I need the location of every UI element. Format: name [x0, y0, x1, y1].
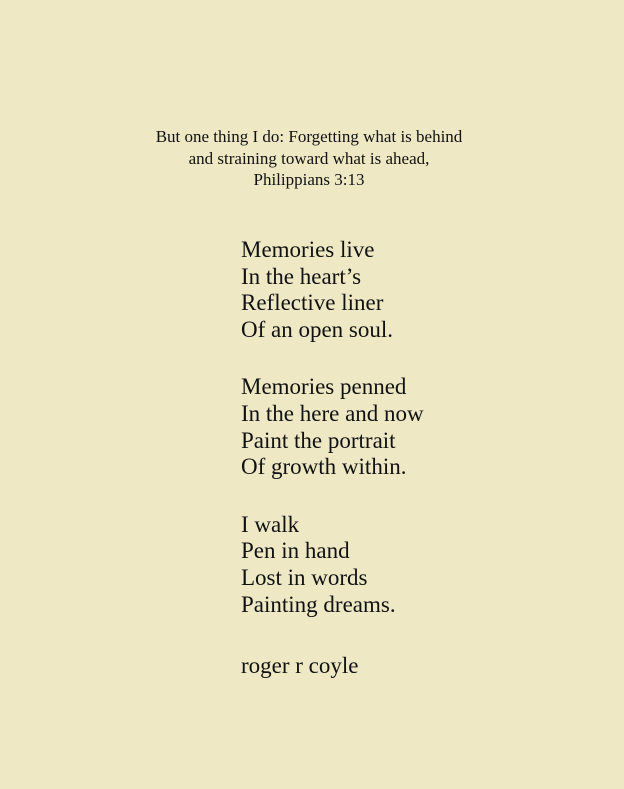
poem-line: In the here and now [241, 400, 424, 426]
stanza-break [241, 343, 424, 374]
author-signature: roger r coyle [241, 653, 359, 678]
poem-line: Of growth within. [241, 454, 407, 480]
poem-line: I walk [241, 511, 300, 537]
stanza-3 [241, 512, 424, 618]
poem-line: Memories penned [241, 374, 407, 400]
poem-line: Memories live [241, 237, 375, 262]
poem-line: Pen in hand [241, 538, 350, 564]
poem-line: Lost in words [241, 564, 368, 590]
epigraph [0, 126, 618, 191]
stanza-2 [241, 374, 424, 480]
stanza-1 [241, 237, 424, 343]
poem-line: Paint the portrait [241, 427, 396, 453]
epigraph-line: But one thing I do: Forgetting what is behind [155, 127, 463, 146]
poem-line: Painting dreams. [241, 591, 396, 617]
poem-line: Reflective liner [241, 290, 384, 316]
poem-line: Of an open soul. [241, 316, 394, 342]
poem-body [241, 237, 424, 618]
epigraph-reference: Philippians 3:13 [253, 170, 365, 189]
epigraph-line: and straining toward what is ahead, [188, 148, 430, 168]
stanza-break [241, 481, 424, 512]
poem-line: In the heart’s [241, 263, 362, 289]
